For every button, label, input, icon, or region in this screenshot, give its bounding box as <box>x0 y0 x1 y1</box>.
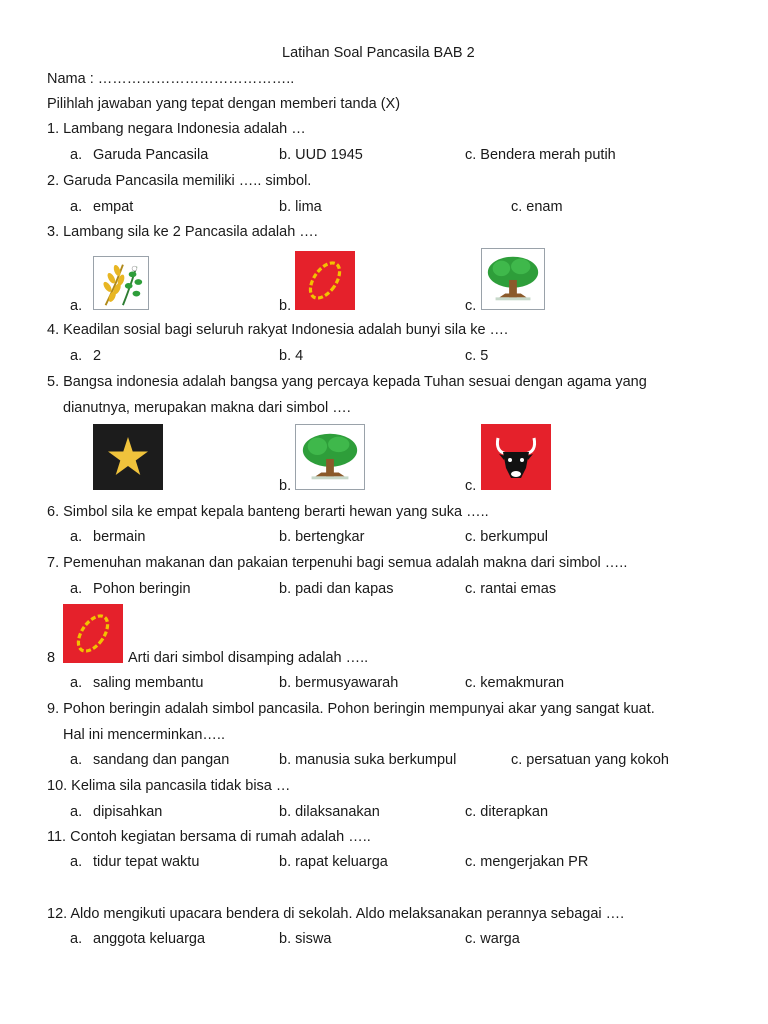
q3-option-c-label[interactable]: c. <box>465 298 477 314</box>
pohon-beringin-icon[interactable] <box>295 424 365 490</box>
padi-kapas-icon[interactable] <box>93 256 149 310</box>
question-9-line-2: Hal ini mencerminkan….. <box>63 727 225 743</box>
question-1: 1. Lambang negara Indonesia adalah … <box>47 121 306 137</box>
q11-option-a[interactable]: tidur tepat waktu <box>93 854 200 870</box>
q6-option-c[interactable]: c. berkumpul <box>465 529 549 545</box>
q4-option-c[interactable]: c. 5 <box>465 348 489 364</box>
name-line: Nama : ………………………………….. <box>47 71 295 87</box>
q6-option-a-label[interactable]: a. <box>70 529 83 545</box>
q10-option-a[interactable]: dipisahkan <box>93 804 163 820</box>
q11-option-c[interactable]: c. mengerjakan PR <box>465 854 589 870</box>
q11-option-a-label[interactable]: a. <box>70 854 83 870</box>
question-12: 12. Aldo mengikuti upacara bendera di sekolah. Aldo melaksanakan perannya sebagai …. <box>47 906 625 922</box>
q1-option-c[interactable]: c. Bendera merah putih <box>465 147 616 163</box>
q10-option-c[interactable]: c. diterapkan <box>465 804 549 820</box>
q8-option-a[interactable]: saling membantu <box>93 675 204 691</box>
rantai-emas-icon[interactable] <box>295 251 355 310</box>
question-6: 6. Simbol sila ke empat kepala banteng berarti hewan yang suka ….. <box>47 504 489 520</box>
page-title: Latihan Soal Pancasila BAB 2 <box>282 45 475 61</box>
pohon-beringin-icon[interactable] <box>481 248 545 310</box>
q8-option-a-label[interactable]: a. <box>70 675 83 691</box>
instruction: Pilihlah jawaban yang tepat dengan memberi tanda (X) <box>47 96 401 112</box>
q9-option-b[interactable]: b. manusia suka berkumpul <box>279 752 457 768</box>
q5-option-c-label[interactable]: c. <box>465 478 477 494</box>
q7-option-a-label[interactable]: a. <box>70 581 83 597</box>
q2-option-a-label[interactable]: a. <box>70 199 83 215</box>
question-9-line-1: 9. Pohon beringin adalah simbol pancasila. Pohon beringin mempunyai akar yang sangat kuat. <box>47 701 655 717</box>
q10-option-b[interactable]: b. dilaksanakan <box>279 804 380 820</box>
q6-option-b[interactable]: b. bertengkar <box>279 529 365 545</box>
question-2: 2. Garuda Pancasila memiliki ….. simbol. <box>47 173 312 189</box>
q12-option-c[interactable]: c. warga <box>465 931 520 947</box>
q1-option-b[interactable]: b. UUD 1945 <box>279 147 363 163</box>
question-3: 3. Lambang sila ke 2 Pancasila adalah …. <box>47 224 318 240</box>
q3-option-b-label[interactable]: b. <box>279 298 292 314</box>
q12-option-b[interactable]: b. siswa <box>279 931 332 947</box>
question-8-number: 8 <box>47 650 56 666</box>
q2-option-c[interactable]: c. enam <box>511 199 563 215</box>
question-8: Arti dari simbol disamping adalah ….. <box>128 650 369 666</box>
rantai-emas-icon <box>63 604 123 663</box>
q11-option-b[interactable]: b. rapat keluarga <box>279 854 388 870</box>
q4-option-a-label[interactable]: a. <box>70 348 83 364</box>
q1-option-a[interactable]: Garuda Pancasila <box>93 147 209 163</box>
q12-option-a[interactable]: anggota keluarga <box>93 931 206 947</box>
q8-option-b[interactable]: b. bermusyawarah <box>279 675 399 691</box>
q2-option-a[interactable]: empat <box>93 199 134 215</box>
q1-option-a-label[interactable]: a. <box>70 147 83 163</box>
kepala-banteng-icon[interactable] <box>481 424 551 490</box>
q7-option-b[interactable]: b. padi dan kapas <box>279 581 394 597</box>
q12-option-a-label[interactable]: a. <box>70 931 83 947</box>
q6-option-a[interactable]: bermain <box>93 529 146 545</box>
q2-option-b[interactable]: b. lima <box>279 199 322 215</box>
question-7: 7. Pemenuhan makanan dan pakaian terpenuhi bagi semua adalah makna dari simbol ….. <box>47 555 628 571</box>
q5-option-b-label[interactable]: b. <box>279 478 292 494</box>
question-10: 10. Kelima sila pancasila tidak bisa … <box>47 778 291 794</box>
bintang-icon[interactable] <box>93 424 163 490</box>
q9-option-c[interactable]: c. persatuan yang kokoh <box>511 752 669 768</box>
q9-option-a[interactable]: sandang dan pangan <box>93 752 230 768</box>
question-5-line-2: dianutnya, merupakan makna dari simbol …. <box>63 400 351 416</box>
question-5-line-1: 5. Bangsa indonesia adalah bangsa yang percaya kepada Tuhan sesuai dengan agama yang <box>47 374 647 390</box>
q7-option-c[interactable]: c. rantai emas <box>465 581 557 597</box>
q7-option-a[interactable]: Pohon beringin <box>93 581 191 597</box>
q9-option-a-label[interactable]: a. <box>70 752 83 768</box>
question-11: 11. Contoh kegiatan bersama di rumah adalah ….. <box>47 829 371 845</box>
q8-option-c[interactable]: c. kemakmuran <box>465 675 565 691</box>
q10-option-a-label[interactable]: a. <box>70 804 83 820</box>
q3-option-a-label[interactable]: a. <box>70 298 83 314</box>
q4-option-b[interactable]: b. 4 <box>279 348 304 364</box>
q4-option-a[interactable]: 2 <box>93 348 102 364</box>
question-4: 4. Keadilan sosial bagi seluruh rakyat Indonesia adalah bunyi sila ke …. <box>47 322 509 338</box>
